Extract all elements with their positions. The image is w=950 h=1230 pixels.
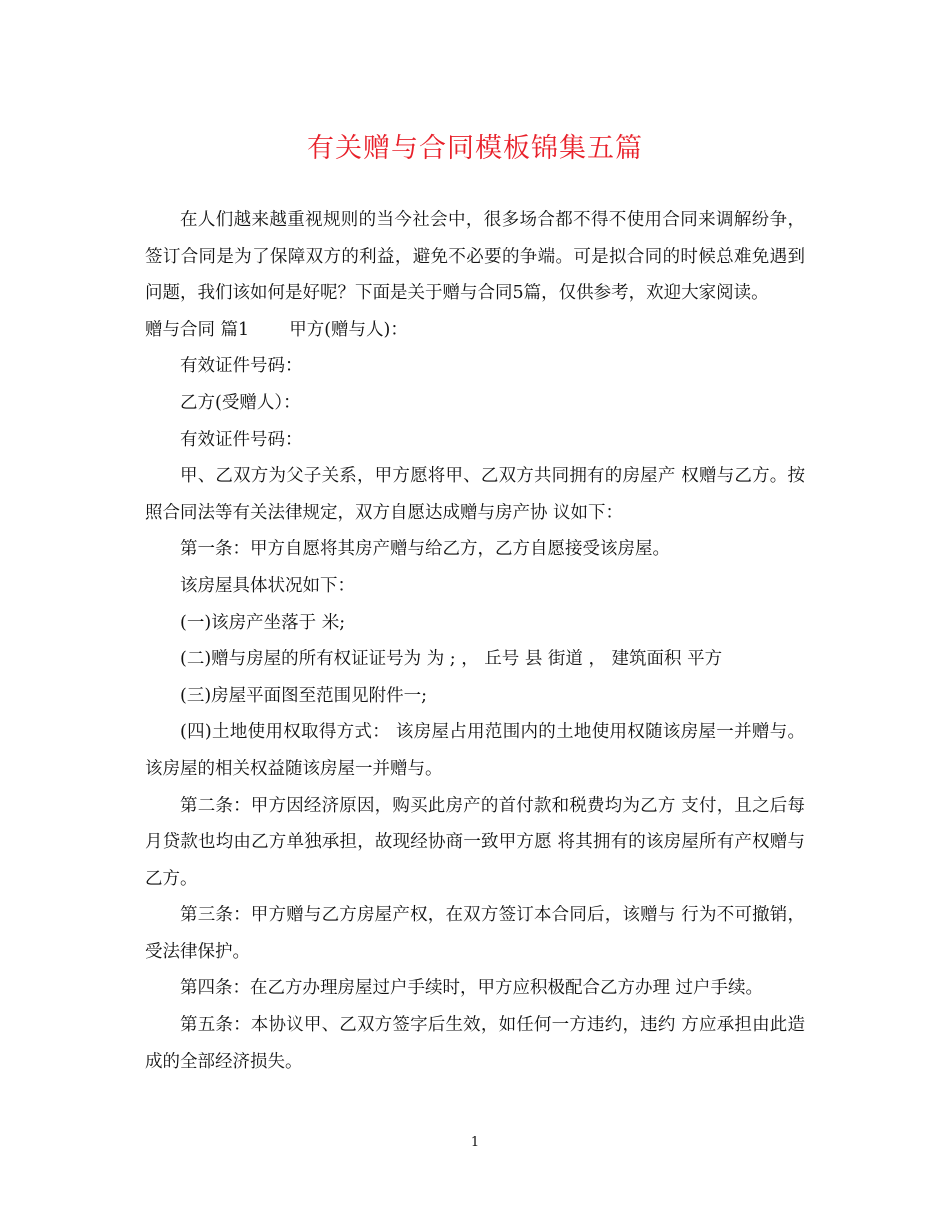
paragraph-article-3: 第三条：甲方赠与乙方房屋产权，在双方签订本合同后，该赠与 行为不可撤销，受法律保护。 [145, 905, 805, 962]
party-a-label: 甲方(赠与人)： [289, 319, 408, 340]
paragraph-item-2: (二)赠与房屋的所有权证证号为 为 ; ， 丘号 县 街道 ， 建筑面积 平方 [180, 649, 723, 670]
paragraph-item-3: (三)房屋平面图至范围见附件一; [180, 685, 428, 706]
section-label: 赠与合同 篇1 [145, 319, 250, 340]
paragraph-id-number-b: 有效证件号码： [180, 429, 303, 450]
section-heading [145, 312, 805, 349]
paragraph-article-5: 第五条：本协议甲、乙双方签字后生效，如任何一方违约，违约 方应承担由此造成的全部经济损失。 [145, 1015, 805, 1072]
paragraph-item-1: (一)该房产坐落于 米; [180, 612, 346, 633]
document-body [145, 202, 805, 1080]
paragraph-id-number-a: 有效证件号码： [180, 356, 303, 377]
paragraph-article-1: 第一条：甲方自愿将其房产赠与给乙方，乙方自愿接受该房屋。 [180, 539, 670, 560]
paragraph-item-4: (四)土地使用权取得方式： 该房屋占用范围内的土地使用权随该房屋一并赠与。 该房屋的相关权益随该房屋一并赠与。 [145, 722, 805, 779]
document-title: 有关赠与合同模板锦集五篇 [307, 133, 643, 164]
intro-paragraph: 在人们越来越重视规则的当今社会中，很多场合都不得不使用合同来调解纷争，签订合同是为了保障双方的利益，避免不必要的争端。可是拟合同的时候总难免遇到问题，我们该如何是好呢？下面是关于赠与合同5篇，仅供参考，欢迎大家阅读。 [145, 210, 805, 304]
paragraph-property-status: 该房屋具体状况如下： [180, 575, 355, 596]
paragraph-article-2: 第二条：甲方因经济原因，购买此房产的首付款和税费均为乙方 支付，且之后每月贷款也均由乙方单独承担，故现经协商一致甲方愿 将其拥有的该房屋所有产权赠与乙方。 [145, 795, 805, 889]
page-number: 1 [470, 1135, 480, 1150]
paragraph-relationship: 甲、乙双方为父子关系，甲方愿将甲、乙双方共同拥有的房屋产 权赠与乙方。按照合同法等有关法律规定，双方自愿达成赠与房产协 议如下： [145, 466, 805, 523]
paragraph-article-4: 第四条：在乙方办理房屋过户手续时，甲方应积极配合乙方办理 过户手续。 [180, 978, 764, 999]
paragraph-party-b: 乙方(受赠人）： [180, 392, 301, 413]
